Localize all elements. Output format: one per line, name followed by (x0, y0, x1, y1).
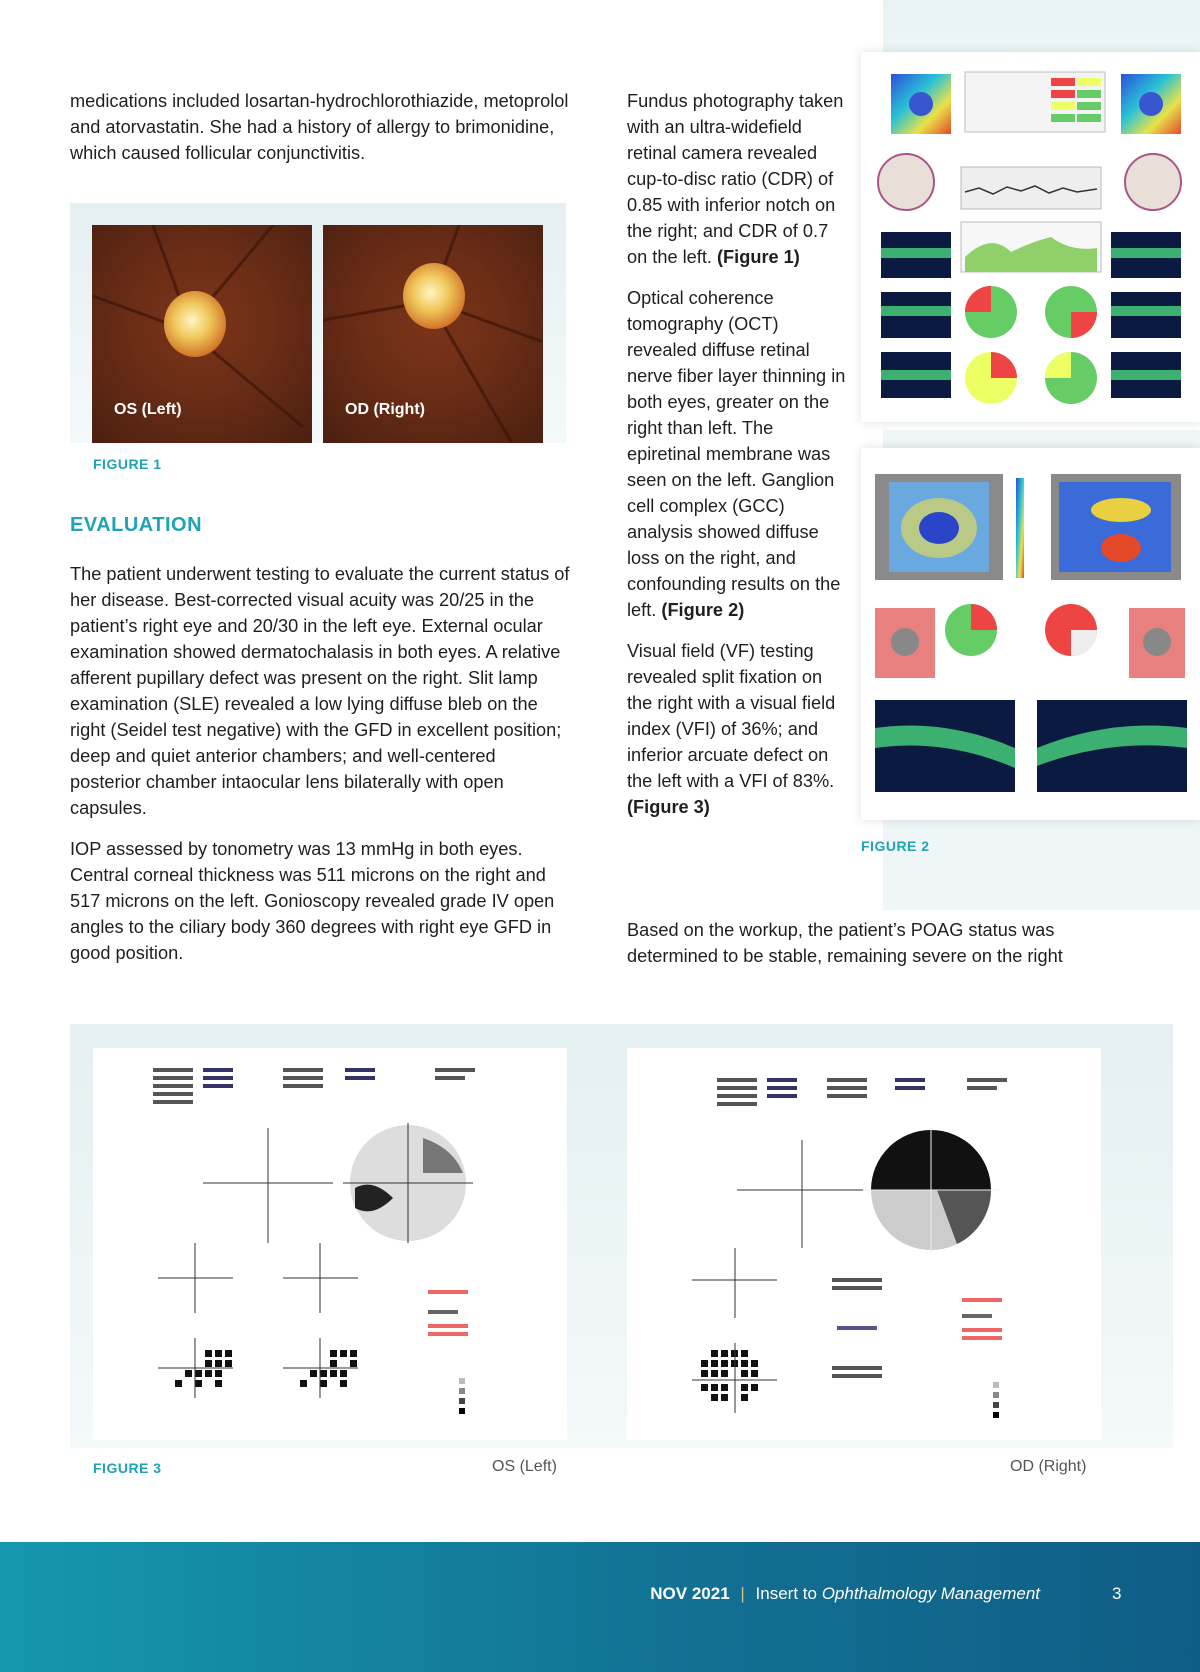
section-heading-evaluation: EVALUATION (70, 514, 203, 536)
fundus-photo-left (92, 225, 312, 443)
visual-field-printout-right-graphic (627, 1048, 1101, 1440)
figure2-caption: FIGURE 2 (861, 838, 930, 854)
oct-gcc-report-graphic (861, 448, 1200, 820)
figure3-left-label: OS (Left) (492, 1458, 557, 1475)
footer-publication: Ophthalmology Management (821, 1584, 1040, 1603)
page-number: 3 (1112, 1584, 1122, 1603)
evaluation-body (70, 561, 570, 981)
visual-field-printout-left (93, 1048, 567, 1440)
oct-rnfl-report (861, 52, 1200, 422)
fundus-paragraph: Fundus photography taken with an ultra-widefield retinal camera revealed cup-to-disc ratio (CDR) of 0.85 with inferior notch on the right; and CDR of 0.7 on the left. (Figure 1) (627, 91, 844, 267)
column-right-narrow (627, 88, 847, 835)
footer-date: NOV 2021 (650, 1584, 730, 1603)
fundus-label-right: OD (Right) (345, 401, 425, 418)
fundus-photo-right (323, 225, 543, 443)
footer-separator: | (740, 1584, 745, 1603)
footer-insert-prefix: Insert to (755, 1584, 817, 1603)
figure3-right-label: OD (Right) (1010, 1458, 1087, 1475)
visual-field-printout-left-graphic (93, 1048, 567, 1440)
intro-paragraph: medications included losartan-hydrochlorothiazide, metoprolol and atorvastatin. She had a history of allergy to brimonidine, which caused follicular conjunctivitis. (70, 91, 569, 163)
column-right-wide (627, 917, 1127, 984)
figure3-frame-left (70, 1024, 638, 1448)
column-left (70, 88, 570, 181)
footer-credit (650, 1584, 1040, 1604)
page-footer (0, 1542, 1200, 1672)
fundus-label-left: OS (Left) (114, 401, 182, 418)
visual-field-printout-right (627, 1048, 1101, 1440)
evaluation-paragraph-2: IOP assessed by tonometry was 13 mmHg in both eyes. Central corneal thickness was 511 microns on the right and 517 microns on the left. Gonioscopy revealed grade IV open angles to the ciliary body 360 degrees with right eye GFD in good position. (70, 839, 555, 963)
evaluation-paragraph-1: The patient underwent testing to evaluate the current status of her disease. Best-corrected visual acuity was 20/25 in the patient’s right eye and 20/30 in the left eye. External ocular examination showed dermatochalasis in both eyes. A relative afferent pupillary defect was present on the right. Slit lamp examination (SLE) revealed a low lying diffuse bleb on the right (Seidel test negative) with the GFD in excellent position; deep and quiet anterior chambers; and well-centered posterior chamber intaocular lens bilaterally with open capsules. (70, 564, 570, 818)
workup-paragraph: Based on the workup, the patient’s POAG status was determined to be stable, remaining severe on the right (627, 920, 1063, 966)
oct-rnfl-report-graphic (861, 52, 1200, 422)
oct-paragraph: Optical coherence tomography (OCT) revealed diffuse retinal nerve fiber layer thinning in both eyes, greater on the right than left. The epiretinal membrane was seen on the left. Ganglion cell complex (GCC) analysis showed diffuse loss on the right, and confounding results on the left. (Figure 2) (627, 288, 846, 620)
oct-gcc-report (861, 448, 1200, 820)
figure1-frame (70, 203, 566, 443)
figure3-caption: FIGURE 3 (93, 1460, 162, 1476)
figure1-caption: FIGURE 1 (93, 456, 162, 472)
vf-paragraph: Visual field (VF) testing revealed split fixation on the right with a visual field index (VFI) of 36%; and inferior arcuate defect on the left with a VFI of 83%. (Figure 3) (627, 641, 836, 817)
figure3-frame-right (605, 1024, 1173, 1448)
